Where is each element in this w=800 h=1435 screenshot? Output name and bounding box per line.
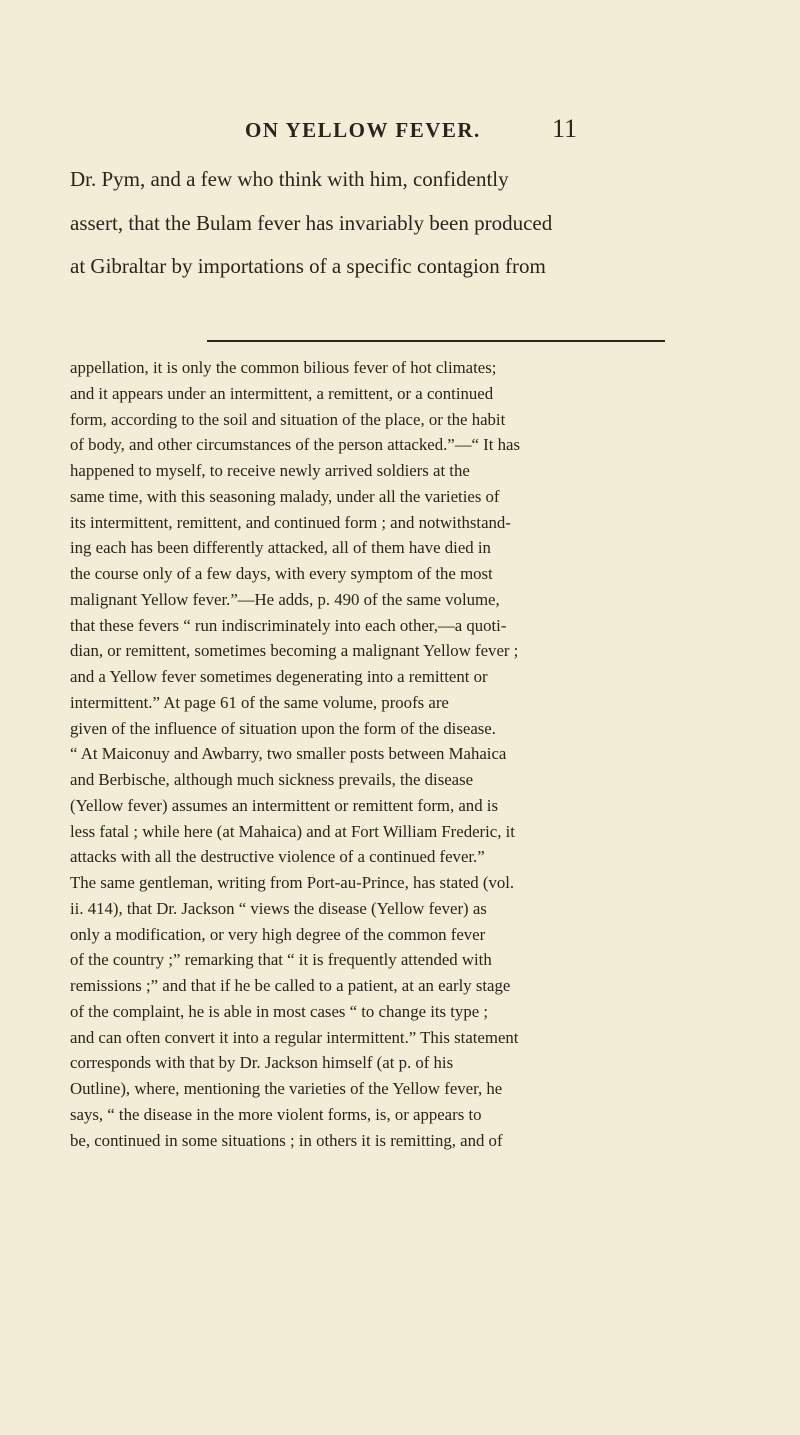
footnote-line: appellation, it is only the common bilious fever of hot climates; xyxy=(70,358,497,377)
footnote-line: and it appears under an intermittent, a remittent, or a continued xyxy=(70,383,494,403)
footnote-line: same time, with this seasoning malady, under all the varieties of xyxy=(70,486,500,506)
footnote-line: malignant Yellow fever.”—He adds, p. 490 of the same volume, xyxy=(70,589,500,609)
main-text xyxy=(70,158,670,289)
footnote-line: attacks with all the destructive violence of a continued fever.” xyxy=(70,847,485,867)
footnote-line: and a Yellow fever sometimes degenerating into a remittent or xyxy=(70,667,488,686)
running-title: ON YELLOW FEVER. xyxy=(245,118,481,142)
footnote-line: of the country ;” remarking that “ it is frequently attended with xyxy=(70,950,492,970)
footnote-line: be, continued in some situations ; in others it is remitting, and of xyxy=(70,1130,503,1150)
footnote-line: (Yellow fever) assumes an intermittent or remittent form, and is xyxy=(70,795,498,815)
main-text-line: at Gibraltar by importations of a specific contagion from xyxy=(70,254,546,278)
footnote-line: given of the influence of situation upon the form of the disease. xyxy=(70,718,496,738)
footnote-line: “ At Maiconuy and Awbarry, two smaller posts between Mahaica xyxy=(70,744,507,764)
main-text-line: Dr. Pym, and a few who think with him, confidently xyxy=(70,167,509,191)
footnote-line: remissions ;” and that if he be called to a patient, at an early stage xyxy=(70,976,511,995)
footnote-line: corresponds with that by Dr. Jackson himself (at p. of his xyxy=(70,1053,454,1073)
footnote-line: the course only of a few days, with every symptom of the most xyxy=(70,564,493,583)
main-text-line: assert, that the Bulam fever has invariably been produced xyxy=(70,210,553,235)
footnote-line: says, “ the disease in the more violent forms, is, or appears to xyxy=(70,1104,482,1124)
page-header xyxy=(0,114,800,148)
footnote-line: intermittent.” At page 61 of the same volume, proofs are xyxy=(70,692,449,712)
footnote-line: of body, and other circumstances of the person attacked.”—“ It has xyxy=(70,435,520,455)
footnote-line: of the complaint, he is able in most cases “ to change its type ; xyxy=(70,1001,489,1021)
footnote xyxy=(70,355,690,1153)
footnote-line: and Berbische, although much sickness prevails, the disease xyxy=(70,770,474,789)
footnote-separator-rule xyxy=(207,340,665,342)
footnote-line: ii. 414), that Dr. Jackson “ views the disease (Yellow fever) as xyxy=(70,898,487,918)
footnote-line: form, according to the soil and situation of the place, or the habit xyxy=(70,409,506,429)
footnote-line: happened to myself, to receive newly arrived soldiers at the xyxy=(70,461,470,480)
footnote-line: less fatal ; while here (at Mahaica) and at Fort William Frederic, it xyxy=(70,821,515,841)
footnote-line: only a modification, or very high degree of the common fever xyxy=(70,924,486,944)
footnote-line: The same gentleman, writing from Port-au-Prince, has stated (vol. xyxy=(70,873,515,892)
page-number: 11 xyxy=(552,114,578,143)
footnote-line: and can often convert it into a regular intermittent.” This statement xyxy=(70,1027,519,1047)
footnote-line: Outline), where, mentioning the varieties of the Yellow fever, he xyxy=(70,1079,503,1098)
footnote-line: its intermittent, remittent, and continued form ; and notwithstand- xyxy=(70,512,511,532)
footnote-line: that these fevers “ run indiscriminately into each other,—a quoti- xyxy=(70,615,507,635)
footnote-line: dian, or remittent, sometimes becoming a malignant Yellow fever ; xyxy=(70,641,519,661)
footnote-line: ing each has been differently attacked, all of them have died in xyxy=(70,538,491,558)
